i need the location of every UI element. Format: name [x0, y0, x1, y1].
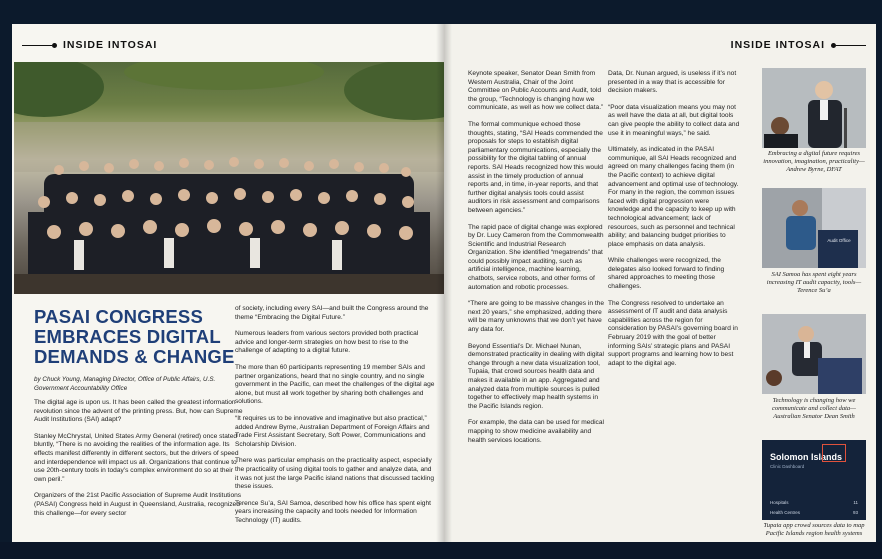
sidebar-caption: SAI Samoa has spent eight years increasing IT audit capacity, tools—Terence Su’a: [766, 271, 862, 295]
podium-figure: [762, 188, 866, 268]
group-photo-figure: [14, 62, 444, 294]
paragraph: The more than 60 participants representing 19 member SAIs and partner organizations, heard that no single country, and no single government in the Pacific, can meet the challenges of the digital age alone, but must all work together by sharing both challenges and solutions.: [235, 363, 435, 406]
article-column-2: [235, 305, 435, 533]
paragraph: “It requires us to be innovative and imaginative but also practical,” added Andrew Byrne, Australian Department of Foreign Affairs and Trade First Assistant Secretary, Soft Power, Communications and Scholarship Division.: [235, 414, 430, 448]
paragraph: Data, Dr. Nunan argued, is useless if it’s not presented in a way that is accessible for decision makers.: [608, 70, 737, 95]
header-rule: [22, 45, 52, 46]
right-page: [444, 24, 876, 542]
sidebar-caption: Technology is changing how we communicate and collect data—Australian Senator Dean Smith: [772, 397, 856, 421]
paragraph: The formal communique echoed those thoughts, stating, “SAI Heads commended the proposals for steps to establish digital parliamentary communications, especially the possibility for the digital tabling of annual reports. SAI Heads recognized how this would assist in the timely production of annual reports and, in time, in-year reports, and that further digital analysis tools could assist auditors in risk assessment and comparisons between agencies.”: [468, 120, 603, 214]
paragraph: The Congress resolved to undertake an assessment of IT audit and data analysis capabilities across the region for consideration by PASAI’s governing board in February 2019 with the goal of better informing SAIs’ strategic plans and PASAI support programs and learning how to best adapt to the digital age.: [608, 299, 738, 367]
app-title: Solomon Islands: [770, 452, 843, 462]
paragraph: Ultimately, as indicated in the PASAI communique, all SAI Heads recognized and agreed on many challenges facing them (in the Pacific context) to achieve digital advancement and optimal use of technology. For many in the region, the common issues faced with digital progression were knowledge and the capacity to keep up with technological advancement; lack of resources, such as personnel and technical ability; and balancing budget priorities to place emphasis on data analysis.: [608, 146, 739, 248]
paragraph: The digital age is upon us. It has been called the greatest information revolution since the advent of the printing press. But, how can Supreme Audit Institutions (SAI) adapt?: [34, 399, 243, 424]
left-header: [22, 39, 157, 51]
article-column-1: [34, 399, 244, 526]
app-subtitle: Clinic Dashboard: [770, 464, 805, 469]
podium-sign: Audit Office: [827, 238, 851, 243]
app-row: [770, 500, 858, 505]
left-page: [12, 24, 444, 542]
group-photo: [14, 62, 444, 294]
paragraph: “Poor data visualization means you may not as well have the data at all, but digital tools can give people the ability to collect data and use it in meaningful ways,” he said.: [608, 103, 740, 137]
article-byline: by Chuck Young, Managing Director, Office of Public Affairs, U.S. Government Accountability Office: [34, 376, 216, 392]
article-headline: PASAI CONGRESS EMBRACES DIGITAL DEMANDS & CHANGE: [34, 306, 235, 367]
paragraph: There was particular emphasis on the practicality aspect, especially the practicality of using digital tools to gather and analyze data, and it was not just the large Pacific island nations that discussed tackling these issues.: [235, 457, 435, 491]
app-row-value: 11: [853, 500, 858, 505]
header-rule: [836, 45, 866, 46]
paragraph: The rapid pace of digital change was explored by Dr. Lucy Cameron from the Commonwealth Scientific and Industrial Research Organization. She identified “megatrends” that could possibly impact auditing, such as artificial intelligence, machine learning, chatbots, service robots, and other forms of automation and robotic processes.: [468, 223, 604, 291]
app-map-highlight: [822, 444, 846, 462]
speaker-figure: [762, 68, 866, 148]
sidebar-photo-speaker: [762, 68, 866, 148]
paragraph: Numerous leaders from various sectors provided both practical advice and longer-term strategies on how best to rise to the challenge of adapting to a digital future.: [235, 330, 419, 355]
paragraph: of society, including every SAI—and built the Congress around the theme “Embracing the Digital Future.”: [235, 305, 429, 321]
magazine-spine: [436, 24, 452, 542]
paragraph: Beyond Essential’s Dr. Michael Nunan, demonstrated practicality in dealing with digital change through a new data visualization tool, Tupaia, that crowd sources health data and makes it available in an app. Aggregated and analyzed data from multiple sources is pulled together to effectively map health systems in the Pacific Islands region.: [468, 342, 604, 410]
paragraph: “There are going to be massive changes in the next 20 years,” she emphasized, adding there will be many unknowns that we don’t yet have any data for.: [468, 300, 604, 334]
app-row-value: 93: [852, 510, 858, 515]
sidebar-caption: Tupaia app crowd sources data to map Pacific Islands region health systems: [760, 520, 868, 538]
header-dot: [52, 43, 57, 48]
article-column-3: [468, 70, 605, 453]
sidebar-photo-senator: [762, 314, 866, 394]
bottom-band: [0, 542, 882, 559]
app-row-label: Hospitals: [770, 500, 789, 505]
section-label: INSIDE INTOSAI: [730, 39, 825, 51]
section-label: INSIDE INTOSAI: [63, 39, 158, 51]
app-row-label: Health Centres: [770, 510, 801, 515]
sidebar-caption: Embracing a digital future requires innovation, imagination, practicality—Andrew Byrne, DFAT: [763, 150, 865, 174]
paragraph: Keynote speaker, Senator Dean Smith from Western Australia, Chair of the Joint Committee on Public Accounts and Audit, told the group, “Technology is changing how we communicate, as well as how we collect data.”: [468, 70, 604, 112]
paragraph: While challenges were recognized, the delegates also looked forward to finding shared approaches to meeting those challenges.: [608, 257, 725, 291]
paragraph: Organizers of the 21st Pacific Association of Supreme Audit Institutions (PASAI) Congress held in August in Queensland, Australia, recognized this challenge—for every sector: [34, 492, 242, 517]
paragraph: For example, the data can be used for medical mapping to show medicine availability and health services locations.: [468, 419, 604, 444]
paragraph: Stanley McChrystal, United States Army General (retired) once stated bluntly, “There is no avoiding the realities of the information age. Its effects manifest differently in different sectors, but the drivers of speed and interdependence will impact us all. Organizations that continue to use 20th-century tools in today’s complex environment do so at their own peril.”: [34, 432, 239, 483]
article-column-4: [608, 70, 741, 376]
senator-figure: [762, 314, 866, 394]
paragraph: Terence Su’a, SAI Samoa, described how his office has spent eight years increasing the capacity and tools needed for Information Technology (IT) audits.: [235, 499, 431, 524]
app-row: [770, 510, 858, 515]
right-header: [731, 39, 866, 51]
sidebar-photo-podium: [762, 188, 866, 268]
